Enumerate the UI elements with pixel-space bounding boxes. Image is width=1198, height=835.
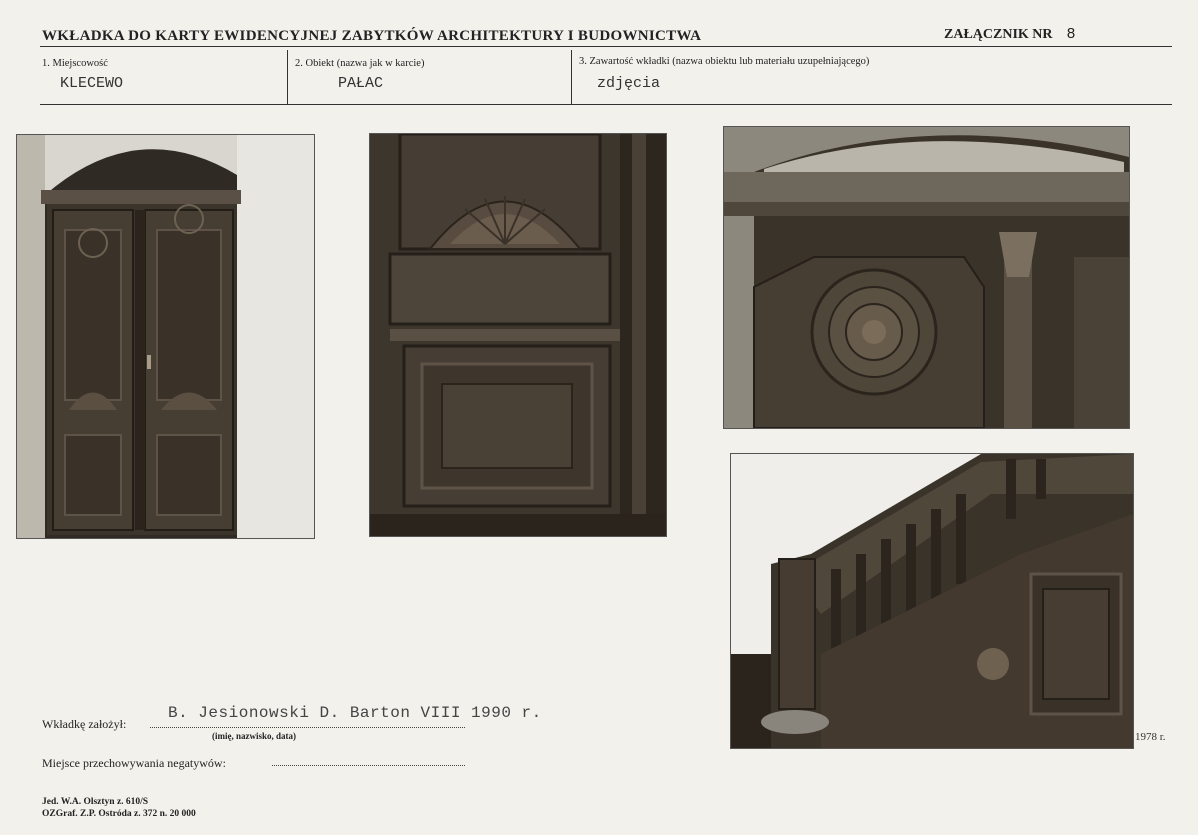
photo-overdoor-image	[724, 127, 1129, 428]
content-label: 3. Zawartość wkładki (nazwa obiektu lub materiału uzupełniającego)	[579, 56, 870, 67]
photo-staircase	[731, 454, 1133, 748]
photo-year: 1978 r.	[1135, 731, 1166, 743]
negative-storage-label: Miejsce przechowywania negatywów:	[42, 756, 226, 770]
object-label: 2. Obiekt (nazwa jak w karcie)	[295, 58, 425, 69]
photo-staircase-image	[731, 454, 1133, 748]
attachment-number: 8	[1066, 26, 1076, 43]
attachment-label: ZAŁĄCZNIK NR	[944, 27, 1053, 42]
photo-door-image	[17, 135, 314, 538]
print-info-line-1: Jed. W.A. Olsztyn z. 610/S	[42, 797, 149, 807]
negative-storage-line	[272, 765, 465, 766]
print-info-line-2: OZGraf. Z.P. Ostróda z. 372 n. 20 000	[42, 809, 196, 819]
fields-bottom-rule	[40, 104, 1172, 105]
locality-value: KLECEWO	[60, 75, 124, 92]
object-value: PAŁAC	[338, 75, 384, 92]
document-title: WKŁADKA DO KARTY EWIDENCYJNEJ ZABYTKÓW ARCHITEKTURY I BUDOWNICTWA	[42, 28, 702, 44]
header-rule	[40, 46, 1172, 47]
field-divider-1	[287, 50, 288, 104]
created-by-label: Wkładkę założył:	[42, 717, 127, 731]
photo-entrance-door	[17, 135, 314, 538]
content-value: zdjęcia	[597, 75, 661, 92]
print-info	[42, 796, 196, 820]
photo-door-panel-detail	[370, 134, 666, 536]
attachment-number-label	[944, 26, 1076, 43]
created-by-value: B. Jesionowski D. Barton VIII 1990 r.	[168, 704, 542, 722]
created-by-line	[150, 727, 465, 728]
created-by-hint: (imię, nazwisko, data)	[212, 731, 296, 741]
field-divider-2	[571, 50, 572, 104]
locality-label: 1. Miejscowość	[42, 58, 108, 69]
photo-overdoor-detail	[724, 127, 1129, 428]
photo-panel-image	[370, 134, 666, 536]
